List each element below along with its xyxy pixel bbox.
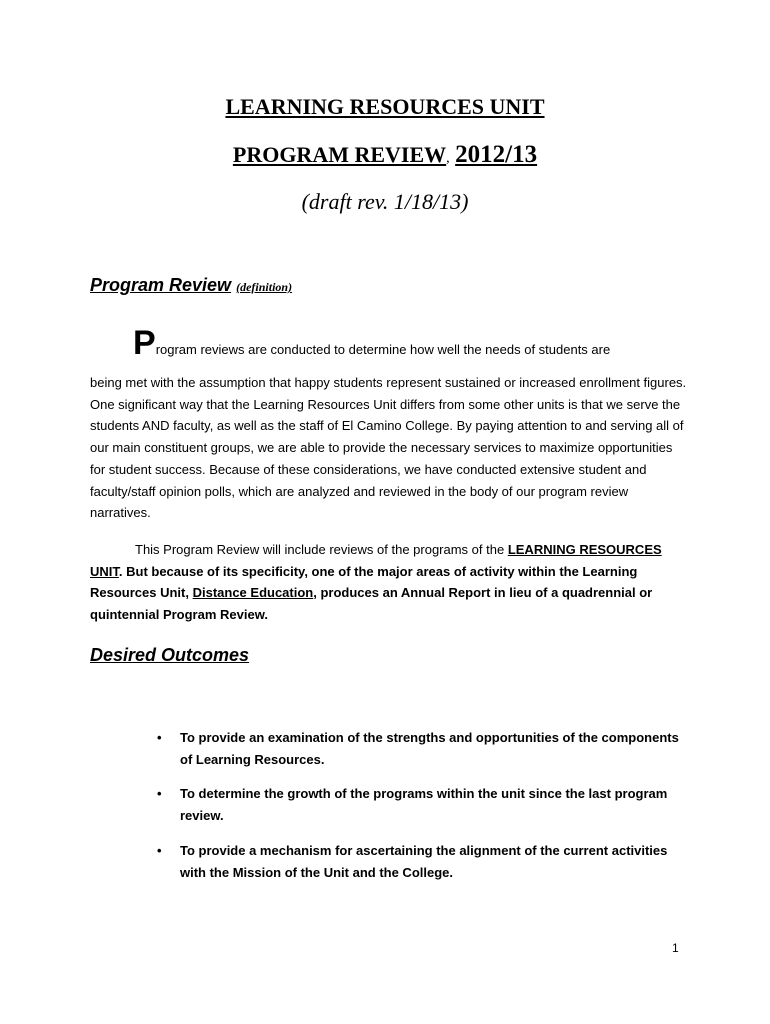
paragraph-2-part-c: because of its specificity, one of the major areas of activity within the Learning Resources Unit,: [90, 563, 638, 601]
document-subtitle: [0, 141, 770, 169]
title-comma: ,: [446, 151, 450, 166]
list-item: [155, 783, 685, 826]
drop-cap: P: [133, 324, 156, 362]
paragraph-1-first-line: [133, 326, 610, 360]
learning-resources-unit-text: LEARNING RESOURCES UNIT: [90, 542, 662, 579]
paragraph-2-part-b: . But: [118, 563, 152, 579]
distance-education-text: Distance Education: [192, 585, 314, 601]
paragraph-2-part-a: This Program Review will include reviews of the programs of the: [135, 542, 508, 557]
document-title: [0, 94, 770, 120]
outcomes-heading: Desired Outcomes: [90, 645, 250, 665]
list-item-text: To provide an examination of the strengths and opportunities of the components of Learning Resources.: [180, 730, 679, 767]
paragraph-1: being met with the assumption that happy students represent sustained or increased enrollment figures. One significant way that the Learning Resources Unit differs from some other units is that we serve the students AND faculty, as well as the staff of El Camino College. By paying attention to and serving all of our main constituent groups, we are able to provide the necessary services to maximize opportunities for student success. Because of these considerations, we have conducted extensive student and faculty/staff opinion polls, which are analyzed and reviewed in the body of our program review narratives.: [90, 375, 687, 521]
list-item-text: To determine the growth of the programs within the unit since the last program review.: [180, 786, 668, 824]
bullet-icon: •: [157, 786, 162, 802]
title-year: 2012/13: [455, 141, 538, 168]
definition-heading-text: Program Review: [90, 275, 232, 295]
paragraph-2: [90, 539, 690, 626]
bullet-icon: •: [157, 842, 162, 858]
list-item-text: To provide a mechanism for ascertaining the alignment of the current activities with the Mission of the Unit and the College.: [180, 842, 668, 880]
paragraph-2-part-d: , produces an Annual Report in lieu of a quadrennial or quintennial Program Review.: [90, 585, 653, 623]
bullet-icon: •: [157, 730, 162, 745]
list-item: [155, 727, 685, 770]
list-item: [155, 840, 685, 883]
title-line-1: LEARNING RESOURCES UNIT: [225, 94, 545, 119]
page-number: 1: [672, 941, 679, 955]
paragraph-1-first-line-text: rogram reviews are conducted to determine how well the needs of students are: [155, 342, 611, 357]
definition-heading: [90, 275, 292, 296]
definition-heading-note: (definition): [236, 280, 293, 294]
title-line-2: PROGRAM REVIEW: [232, 142, 447, 167]
draft-revision: (draft rev. 1/18/13): [301, 189, 469, 214]
outcomes-list: [155, 727, 685, 896]
